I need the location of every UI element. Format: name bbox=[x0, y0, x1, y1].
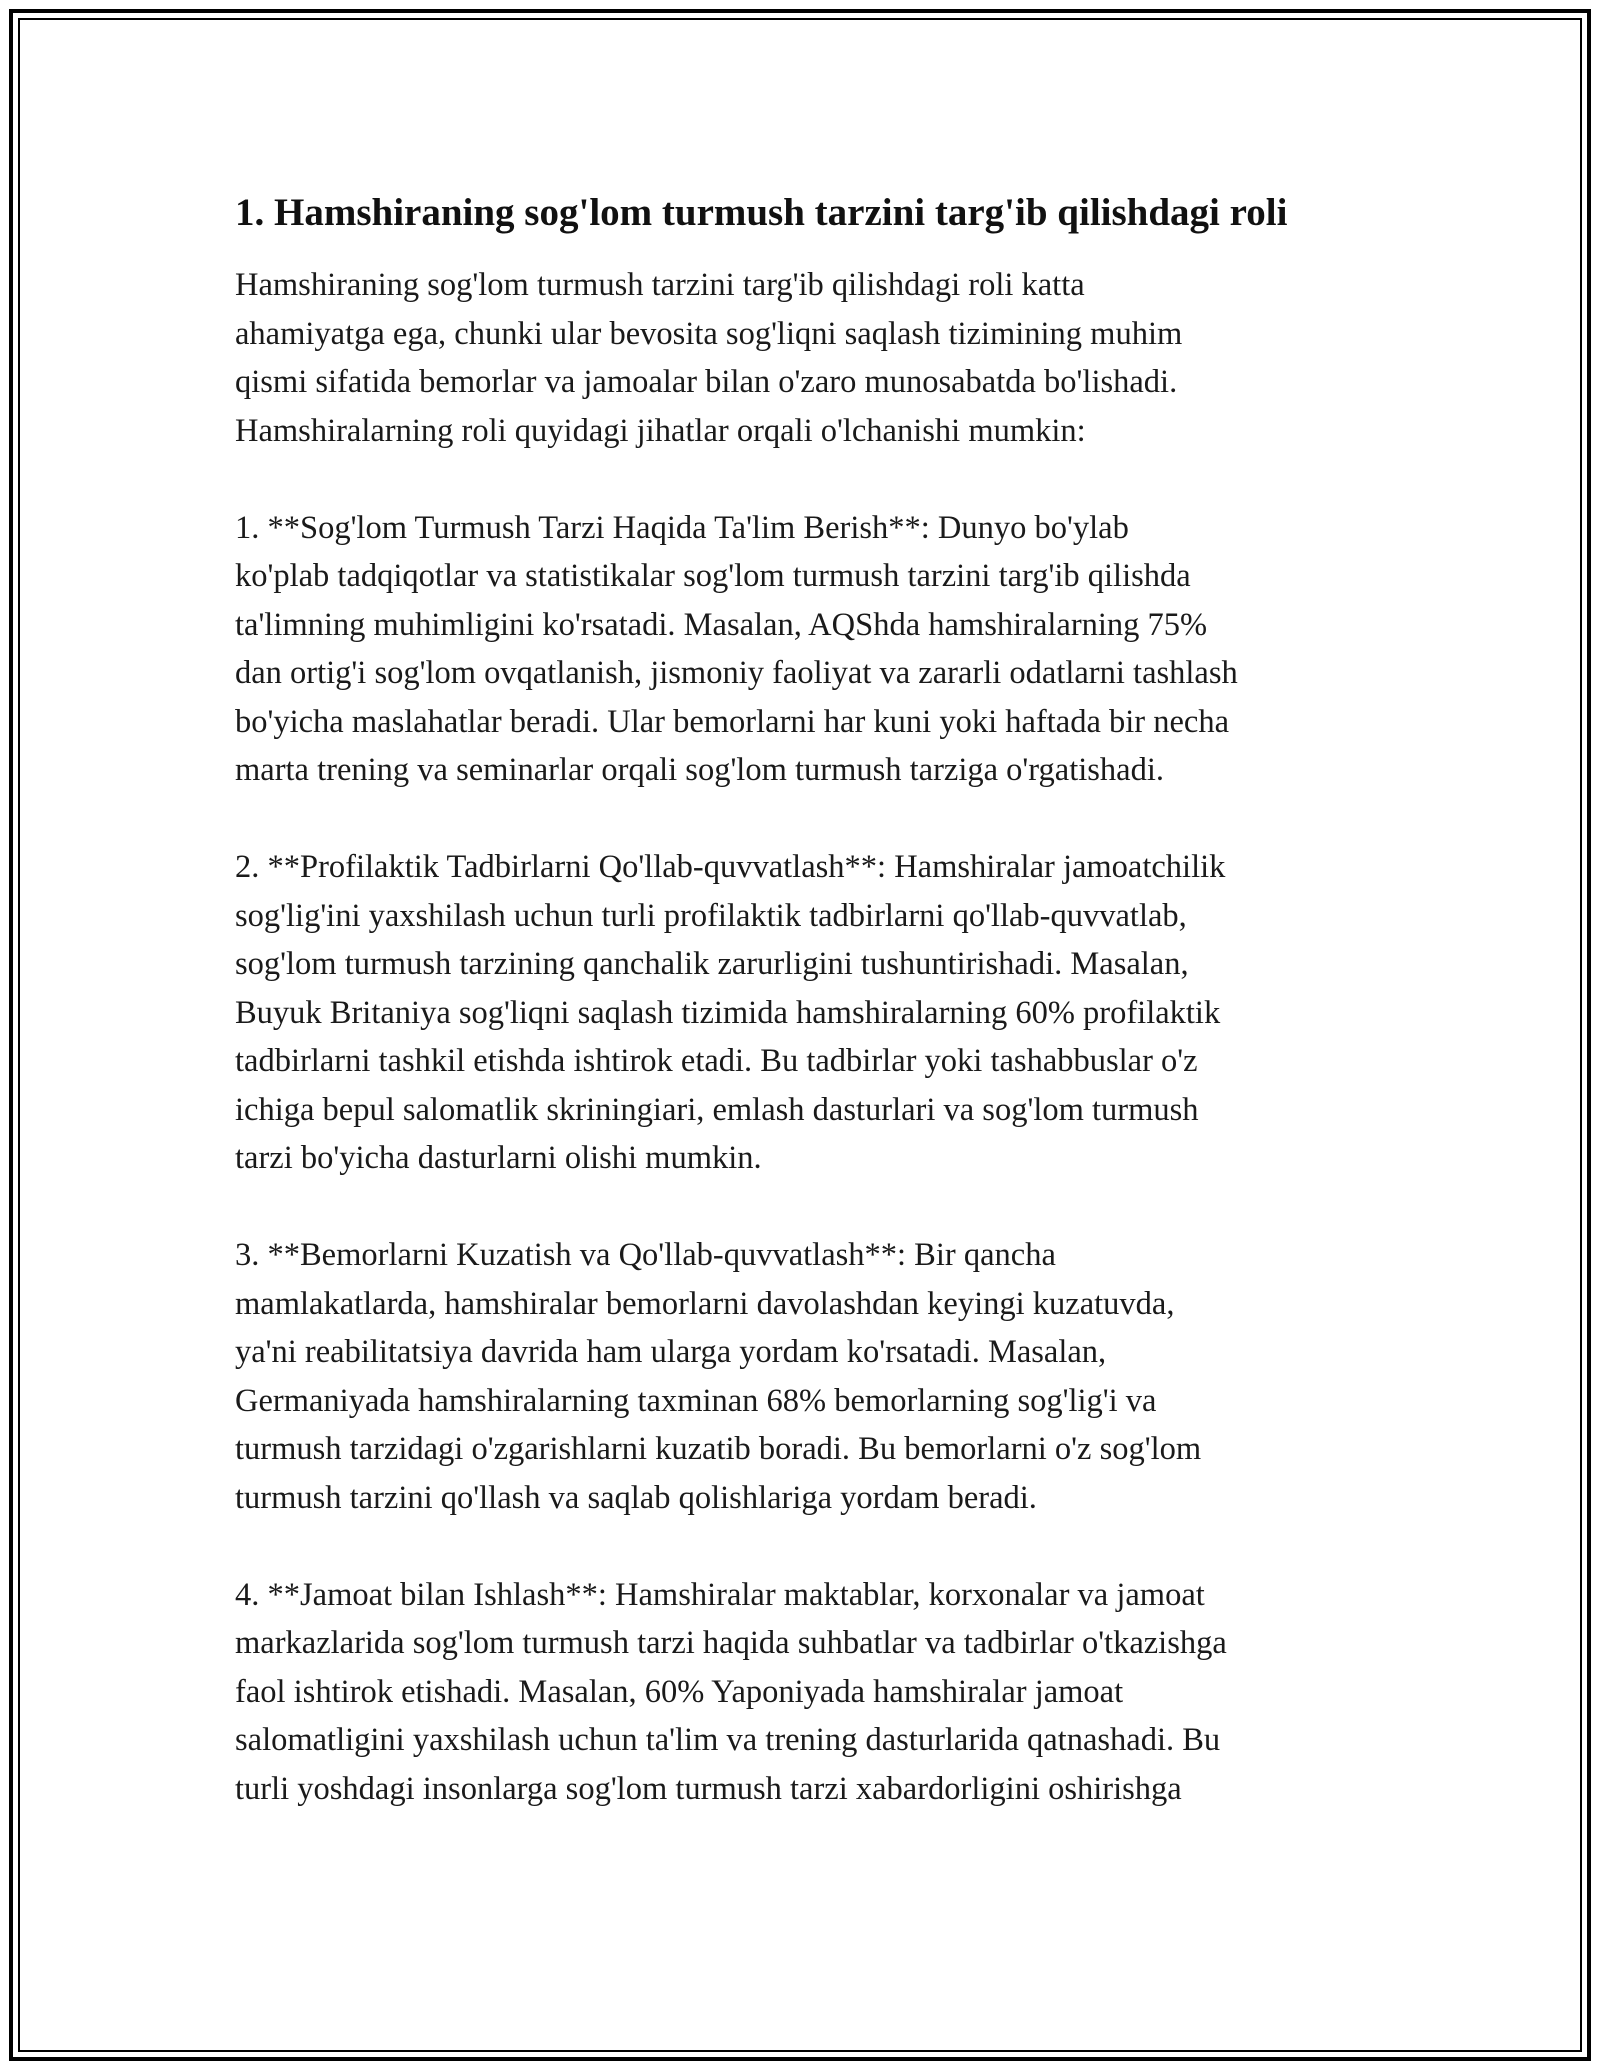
list-item-education: 1. **Sog'lom Turmush Tarzi Haqida Ta'lim Berish**: Dunyo bo'ylab ko'plab tadqiqotlar va statistikalar sog'lom turmush tarzini targ'ib qilishda ta'limning muhimligini ko'rsatadi. Masalan, AQShda hamshiralarning 75% dan ortig'i sog'lom ovqatlanish, jismoniy faoliyat va zararli odatlarni tashlash bo'yicha maslahatlar beradi. Ular bemorlarni har kuni yoki haftada bir necha marta trening va seminarlar orqali sog'lom turmush tarziga o'rgatishadi. bbox=[235, 509, 1238, 788]
section-title: 1. Hamshiraning sog'lom turmush tarzini targ'ib qilishdagi roli bbox=[235, 191, 1288, 234]
list-item-patient-monitoring: 3. **Bemorlarni Kuzatish va Qo'llab-quvvatlash**: Bir qancha mamlakatlarda, hamshiralar bemorlarni davolashdan keyingi kuzatuvda, ya'ni reabilitatsiya davrida ham ularga yordam ko'rsatadi. Masalan, Germaniyada hamshiralarning taxminan 68% bemorlarning sog'lig'i va turmush tarzidagi o'zgarishlarni kuzatib boradi. Bu bemorlarni o'z sog'lom turmush tarzini qo'llash va saqlab qolishlariga yordam beradi. bbox=[235, 1237, 1202, 1516]
list-item-prevention: 2. **Profilaktik Tadbirlarni Qo'llab-quvvatlash**: Hamshiralar jamoatchilik sog'lig'ini yaxshilash uchun turli profilaktik tadbirlarni qo'llab-quvvatlab, sog'lom turmush tarzining qanchalik zarurligini tushuntirishadi. Masalan, Buyuk Britaniya sog'liqni saqlash tizimida hamshiralarning 60% profilaktik tadbirlarni tashkil etishda ishtirok etadi. Bu tadbirlar yoki tashabbuslar o'z ichiga bepul salomatlik skriningiari, emlash dasturlari va sog'lom turmush tarzi bo'yicha dasturlarni olishi mumkin. bbox=[235, 849, 1226, 1176]
intro-paragraph: Hamshiraning sog'lom turmush tarzini targ'ib qilishdagi roli katta ahamiyatga ega, chunki ular bevosita sog'liqni saqlash tizimining muhim qismi sifatida bemorlar va jamoalar bilan o'zaro munosabatda bo'lishadi. Hamshiralarning roli quyidagi jihatlar orqali o'lchanishi mumkin: bbox=[235, 267, 1183, 449]
list-item-community-work: 4. **Jamoat bilan Ishlash**: Hamshiralar maktablar, korxonalar va jamoat markazlarida sog'lom turmush tarzi haqida suhbatlar va tadbirlar o'tkazishga faol ishtirok etishadi. Masalan, 60% Yaponiyada hamshiralar jamoat salomatligini yaxshilash uchun ta'lim va trening dasturlarida qatnashadi. Bu turli yoshdagi insonlarga sog'lom turmush tarzi xabardorligini oshirishga bbox=[235, 1576, 1227, 1807]
document-body bbox=[235, 185, 1395, 1862]
